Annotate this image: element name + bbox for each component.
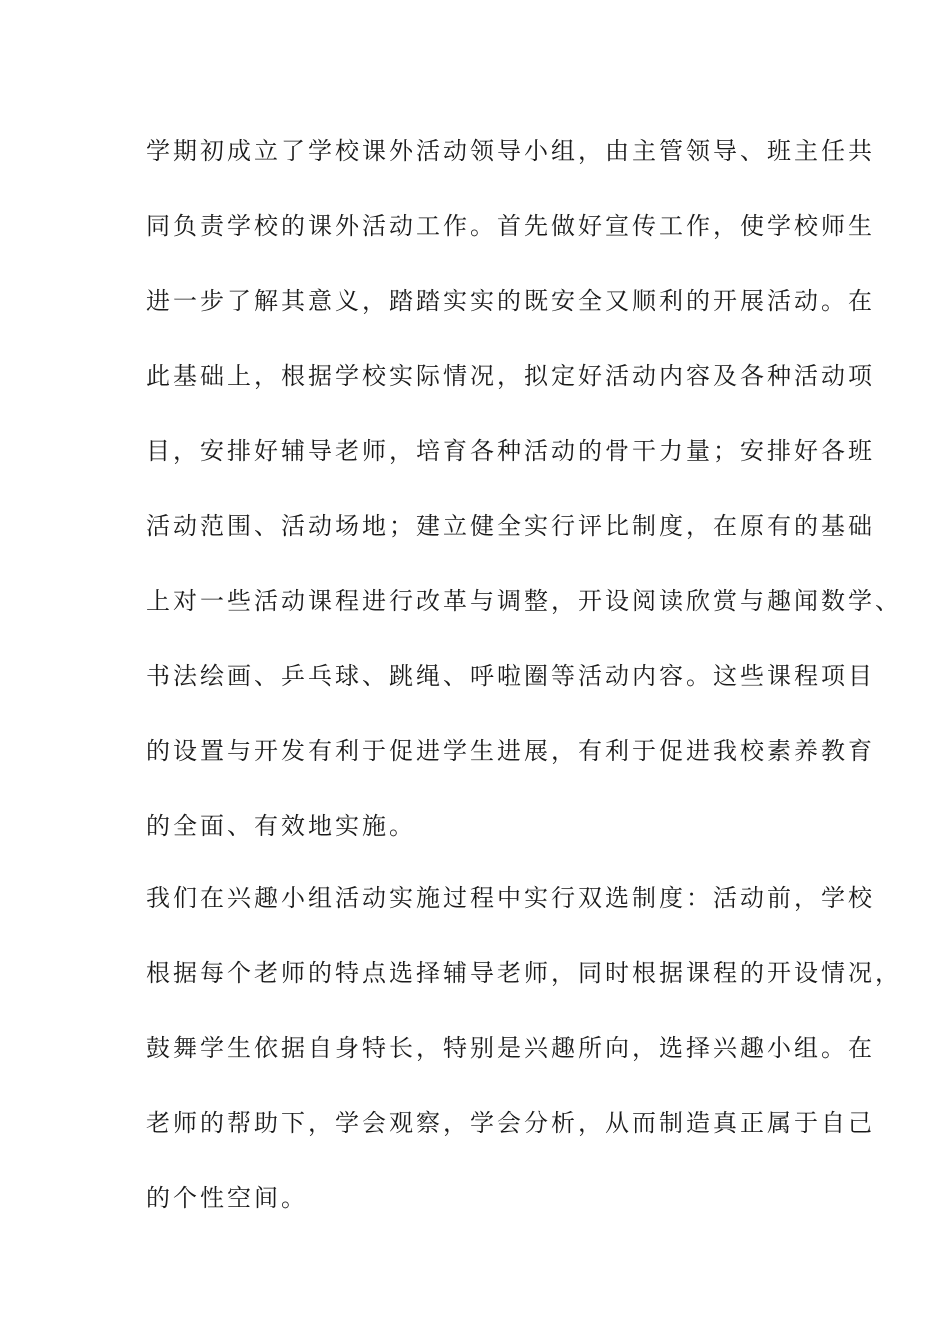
text-line: 的全面、有效地实施。: [146, 812, 416, 840]
text-line: 的设置与开发有利于促进学生进展，有利于促进我校素养教育: [146, 737, 875, 765]
text-line: 目，安排好辅导老师，培育各种活动的骨干力量；安排好各班: [146, 437, 875, 465]
text-line: 学期初成立了学校课外活动领导小组，由主管领导、班主任共: [146, 137, 875, 165]
text-line: 的个性空间。: [146, 1184, 308, 1212]
text-line: 我们在兴趣小组活动实施过程中实行双选制度：活动前，学校: [146, 884, 875, 912]
text-line: 同负责学校的课外活动工作。首先做好宣传工作，使学校师生: [146, 212, 875, 240]
text-line: 老师的帮助下，学会观察，学会分析，从而制造真正属于自己: [146, 1109, 875, 1137]
text-line: 进一步了解其意义，踏踏实实的既安全又顺利的开展活动。在: [146, 287, 875, 315]
text-line: 活动范围、活动场地；建立健全实行评比制度，在原有的基础: [146, 512, 875, 540]
text-line: 鼓舞学生依据自身特长，特别是兴趣所向，选择兴趣小组。在: [146, 1034, 875, 1062]
text-line: 上对一些活动课程进行改革与调整，开设阅读欣赏与趣闻数学、: [146, 587, 902, 615]
text-line: 此基础上，根据学校实际情况，拟定好活动内容及各种活动项: [146, 362, 875, 390]
text-line: 书法绘画、乒乓球、跳绳、呼啦圈等活动内容。这些课程项目: [146, 662, 875, 690]
text-line: 根据每个老师的特点选择辅导老师，同时根据课程的开设情况，: [146, 959, 902, 987]
